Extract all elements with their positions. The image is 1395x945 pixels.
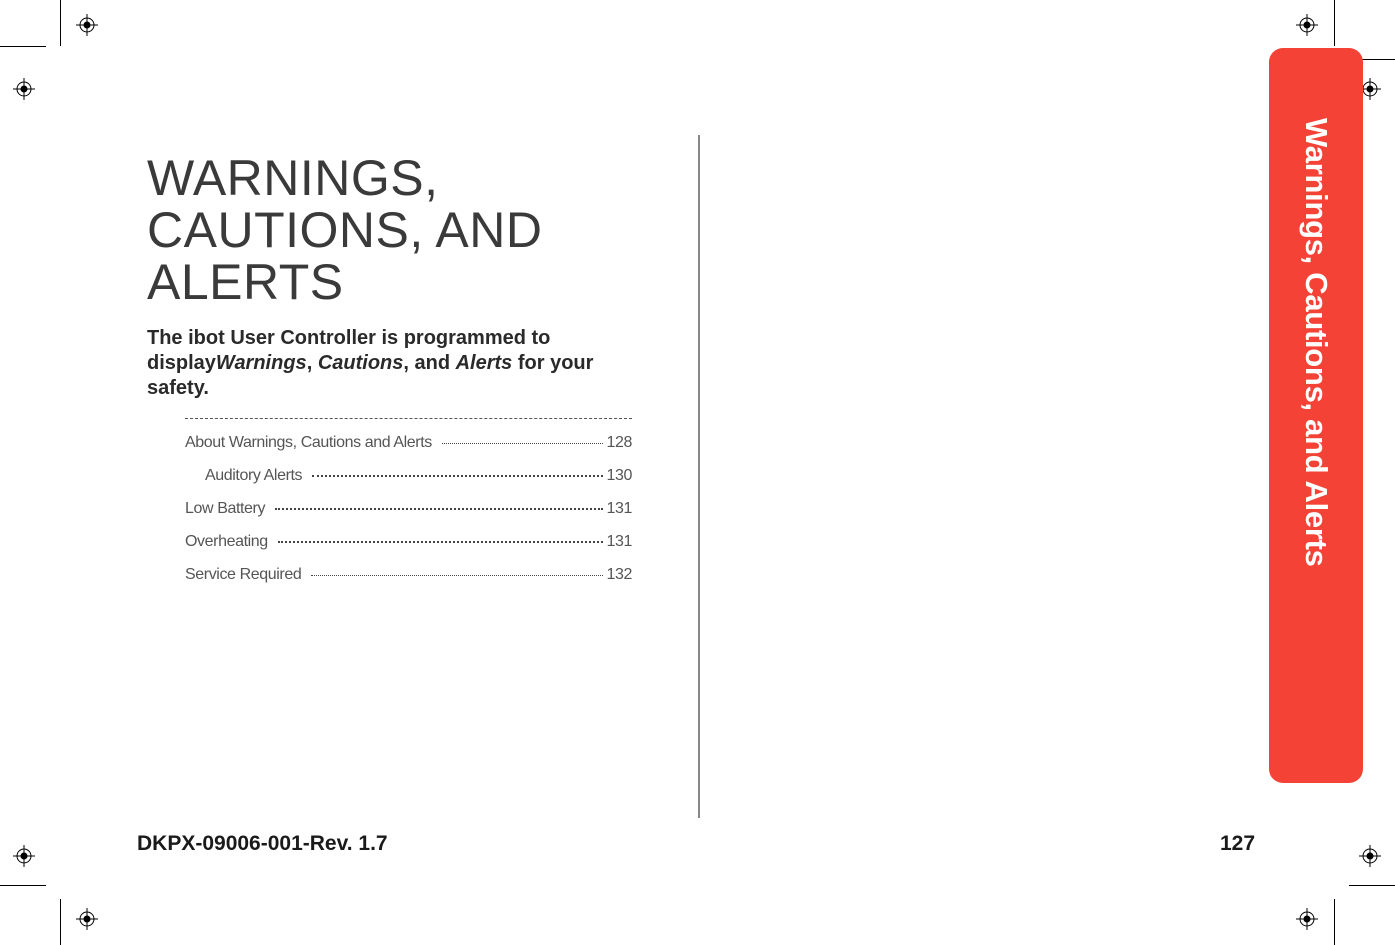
page-divider [698, 135, 700, 818]
crop-mark [0, 885, 46, 886]
toc-entry-label: About Warnings, Cautions and Alerts [185, 434, 432, 451]
registration-mark-icon [13, 78, 35, 100]
toc-leader [311, 575, 602, 576]
intro-alerts: Alerts [455, 352, 513, 374]
page-number: 127 [1220, 832, 1256, 855]
registration-mark-icon [1359, 845, 1381, 867]
toc-entry-label: Overheating [185, 533, 268, 550]
crop-mark [1334, 0, 1335, 46]
toc-entry-page: 128 [606, 434, 632, 451]
crop-mark [60, 899, 61, 945]
toc-divider [185, 418, 632, 419]
intro-warnings: Warnings [215, 352, 307, 374]
toc-entry-label: Service Required [185, 566, 302, 583]
intro-paragraph [147, 326, 657, 401]
crop-mark [0, 46, 46, 47]
toc-entry-label: Auditory Alerts [205, 467, 303, 484]
intro-text: for your safety. [147, 352, 594, 399]
chapter-tab-label: Warnings, Cautions, and Alerts [1299, 118, 1334, 567]
crop-mark [60, 0, 61, 46]
toc-entry[interactable] [185, 533, 632, 566]
toc-leader [275, 508, 602, 510]
registration-mark-icon [1296, 908, 1318, 930]
toc-entry[interactable] [185, 467, 632, 500]
registration-mark-icon [13, 845, 35, 867]
registration-mark-icon [1296, 14, 1318, 36]
toc-entry[interactable] [185, 434, 632, 467]
toc-leader [278, 541, 603, 543]
registration-mark-icon [76, 14, 98, 36]
toc-entry-page: 132 [606, 566, 632, 583]
document-id: DKPX-09006-001-Rev. 1.7 [137, 832, 388, 855]
toc-entry-page: 131 [606, 533, 632, 550]
toc-entry-page: 131 [606, 500, 632, 517]
intro-cautions: Cautions [317, 352, 404, 374]
table-of-contents [185, 434, 632, 599]
crop-mark [1349, 885, 1395, 886]
page-title: WARNINGS, CAUTIONS, AND ALERTS [147, 150, 543, 310]
intro-separator: , and [403, 352, 456, 374]
toc-entry[interactable] [185, 566, 632, 599]
intro-text: The ibot User Controller is programmed to display [147, 327, 551, 374]
registration-mark-icon [76, 908, 98, 930]
toc-entry-page: 130 [606, 467, 632, 484]
toc-leader [442, 443, 603, 444]
crop-mark [1334, 899, 1335, 945]
intro-separator: , [306, 352, 318, 374]
toc-entry-label: Low Battery [185, 500, 266, 517]
toc-leader [312, 475, 602, 477]
toc-entry[interactable] [185, 500, 632, 533]
